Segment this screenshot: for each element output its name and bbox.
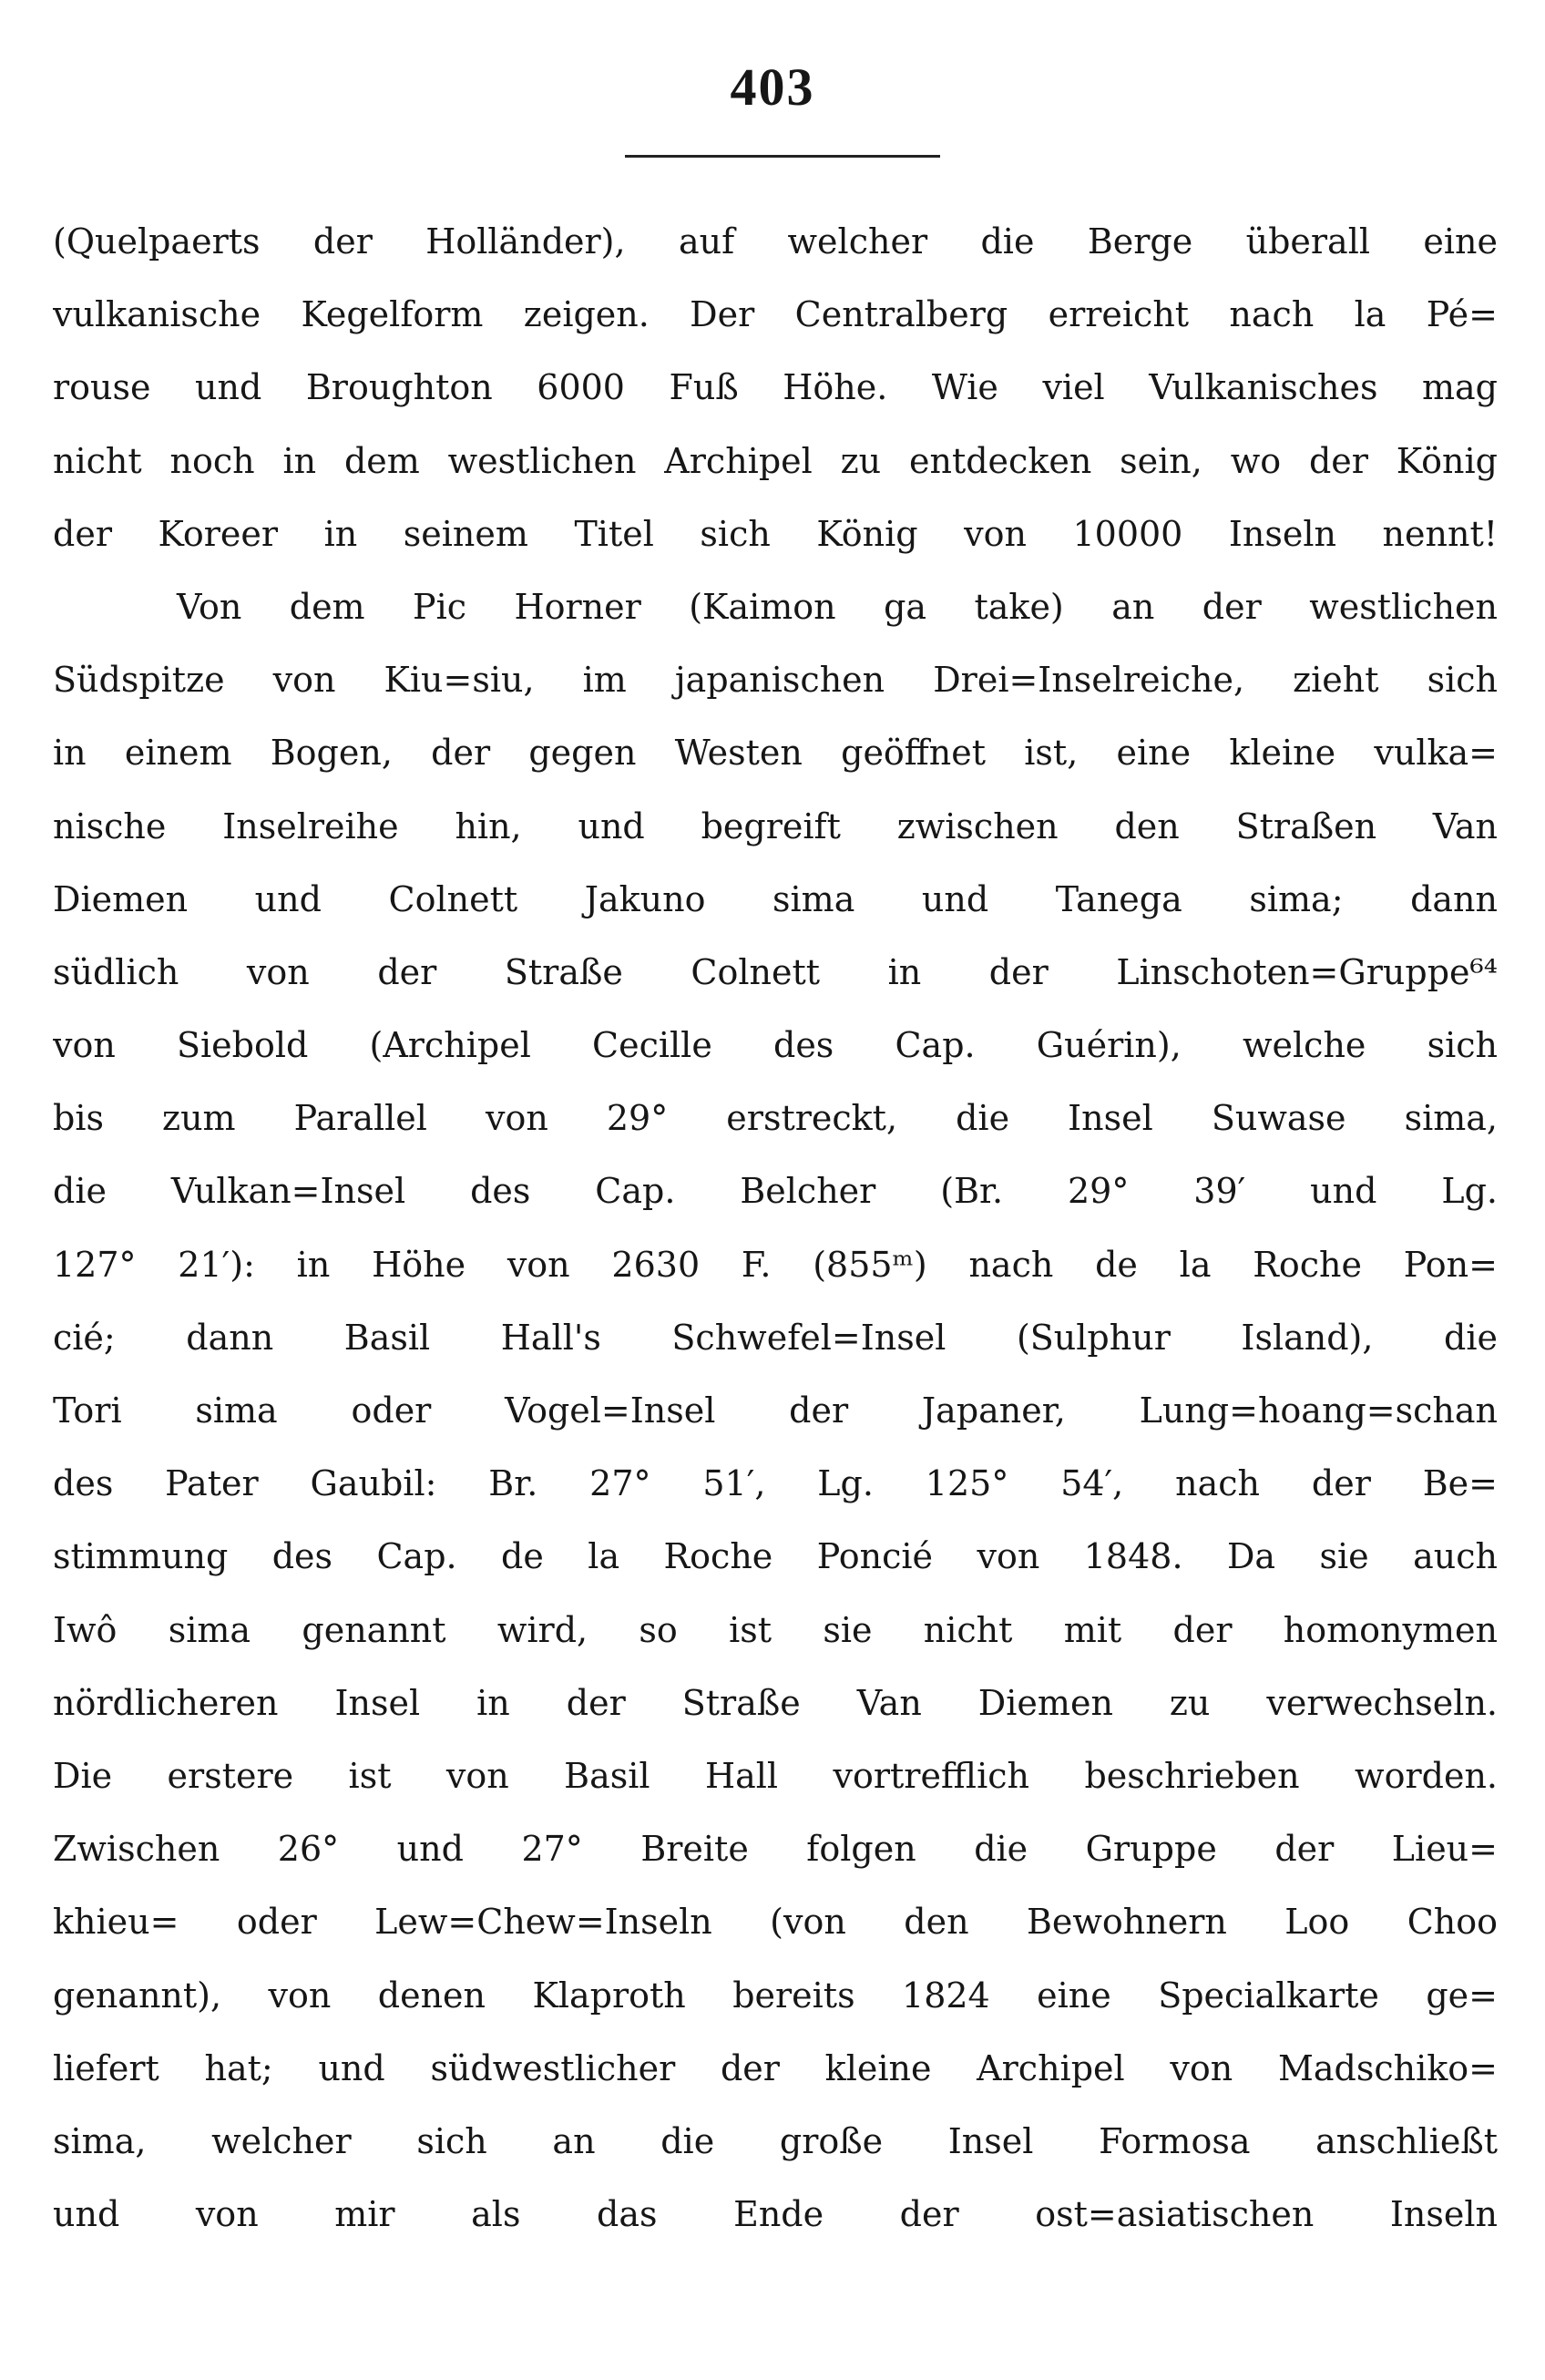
page-number: 403 [730,57,815,117]
text-line: vulkanische Kegelform zeigen. Der Centralberg erreicht nach la Pé= [53,294,1498,335]
text-line: Tori sima oder Vogel=Insel der Japaner, Lung=hoang=schan [53,1390,1498,1431]
text-line: nördlicheren Insel in der Straße Van Diemen zu verwechseln. [53,1682,1498,1723]
text-line: sima, welcher sich an die große Insel Formosa anschließt [53,2120,1498,2161]
text-line: von Siebold (Archipel Cecille des Cap. Guérin), welche sich [53,1025,1498,1066]
text-line: khieu= oder Lew=Chew=Inseln (von den Bewohnern Loo Choo [53,1902,1498,1943]
text-line: Die erstere ist von Basil Hall vortrefflich beschrieben worden. [53,1755,1498,1796]
body-text [53,205,1498,2251]
text-line: 127° 21′): in Höhe von 2630 F. (855ᵐ) nach de la Roche Pon= [53,1244,1498,1285]
text-line: nische Inselreihe hin, und begreift zwischen den Straßen Van [53,805,1498,846]
text-line: Zwischen 26° und 27° Breite folgen die Gruppe der Lieu= [53,1829,1498,1870]
text-line: in einem Bogen, der gegen Westen geöffnet ist, eine kleine vulka= [53,733,1498,774]
text-line: bis zum Parallel von 29° erstreckt, die Insel Suwase sima, [53,1098,1498,1139]
text-line: die Vulkan=Insel des Cap. Belcher (Br. 29° 39′ und Lg. [53,1171,1498,1212]
text-line: stimmung des Cap. de la Roche Poncié von 1848. Da sie auch [53,1536,1498,1577]
header-rule [625,155,940,158]
text-line: Diemen und Colnett Jakuno sima und Tanega sima; dann [53,878,1498,919]
text-line: und von mir als das Ende der ost=asiatischen Inseln [53,2194,1498,2235]
text-line: cié; dann Basil Hall's Schwefel=Insel (Sulphur Island), die [53,1317,1498,1358]
text-line: Südspitze von Kiu=siu, im japanischen Drei=Inselreiche, zieht sich [53,660,1498,701]
text-line: nicht noch in dem westlichen Archipel zu entdecken sein, wo der König [53,440,1498,481]
text-line: Iwô sima genannt wird, so ist sie nicht mit der homonymen [53,1609,1498,1650]
text-line: südlich von der Straße Colnett in der Linschoten=Gruppe⁶⁴ [53,951,1498,992]
text-line: des Pater Gaubil: Br. 27° 51′, Lg. 125° 54′, nach der Be= [53,1463,1498,1504]
text-line: Von dem Pic Horner (Kaimon ga take) an der westlichen [177,586,1498,627]
text-line: liefert hat; und südwestlicher der kleine Archipel von Madschiko= [53,2047,1498,2088]
text-line: (Quelpaerts der Holländer), auf welcher die Berge überall eine [53,221,1498,262]
text-line: der Koreer in seinem Titel sich König von 10000 Inseln nennt! [53,513,1498,554]
text-line: genannt), von denen Klaproth bereits 1824 eine Specialkarte ge= [53,1975,1498,2016]
text-line: rouse und Broughton 6000 Fuß Höhe. Wie viel Vulkanisches mag [53,367,1498,408]
